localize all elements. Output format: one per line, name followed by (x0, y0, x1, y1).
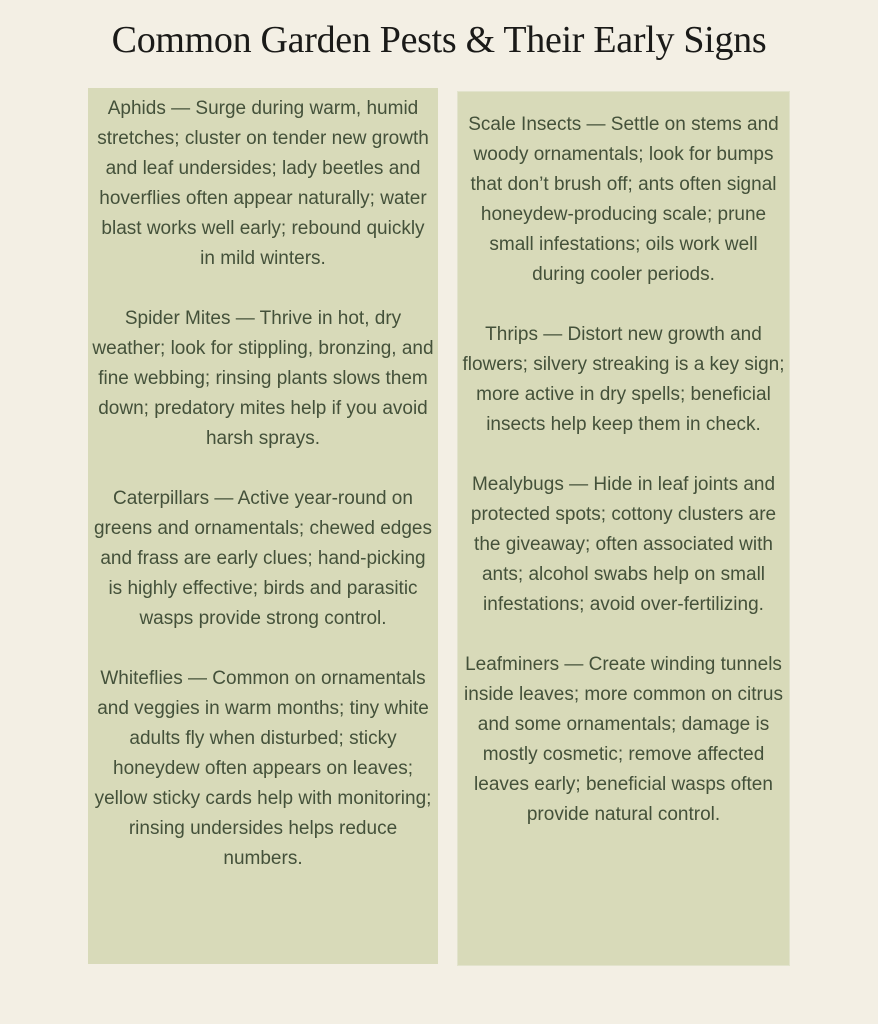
pest-entry-aphids: Aphids — Surge during warm, humid stretches; cluster on tender new growth and leaf undersides; lady beetles and hoverflies often appear naturally; water blast works well early; rebound quickly in mild winters. (97, 98, 429, 269)
pest-entry-mealybugs: Mealybugs — Hide in leaf joints and protected spots; cottony clusters are the giveaway; often associated with ants; alcohol swabs help on small infestations; avoid over-fertilizing. (470, 474, 777, 615)
page-title: Common Garden Pests & Their Early Signs (111, 19, 767, 61)
pest-entry-leafminers: Leafminers — Create winding tunnels inside leaves; more common on citrus and some ornamentals; damage is mostly cosmetic; remove affected leaves early; beneficial wasps often provide natural control. (464, 654, 783, 825)
pest-entry-thrips: Thrips — Distort new growth and flowers; silvery streaking is a key sign; more active in dry spells; beneficial insects help keep them in check. (462, 324, 785, 435)
right-column-panel (457, 91, 790, 966)
pest-entry-spider-mites: Spider Mites — Thrive in hot, dry weather; look for stippling, bronzing, and fine webbing; rinsing plants slows them down; predatory mites help if you avoid harsh sprays. (92, 308, 434, 449)
pest-entry-whiteflies: Whiteflies — Common on ornamentals and veggies in warm months; tiny white adults fly when disturbed; sticky honeydew often appears on leaves; yellow sticky cards help with monitoring; rinsing undersides helps reduce numbers. (94, 668, 432, 869)
pest-entry-caterpillars: Caterpillars — Active year-round on greens and ornamentals; chewed edges and frass are early clues; hand-picking is highly effective; birds and parasitic wasps provide strong control. (93, 488, 432, 629)
pest-entry-scale-insects: Scale Insects — Settle on stems and woody ornamentals; look for bumps that don’t brush off; ants often signal honeydew-producing scale; prune small infestations; oils work well during cooler periods. (468, 114, 779, 285)
left-column-panel (88, 88, 438, 964)
